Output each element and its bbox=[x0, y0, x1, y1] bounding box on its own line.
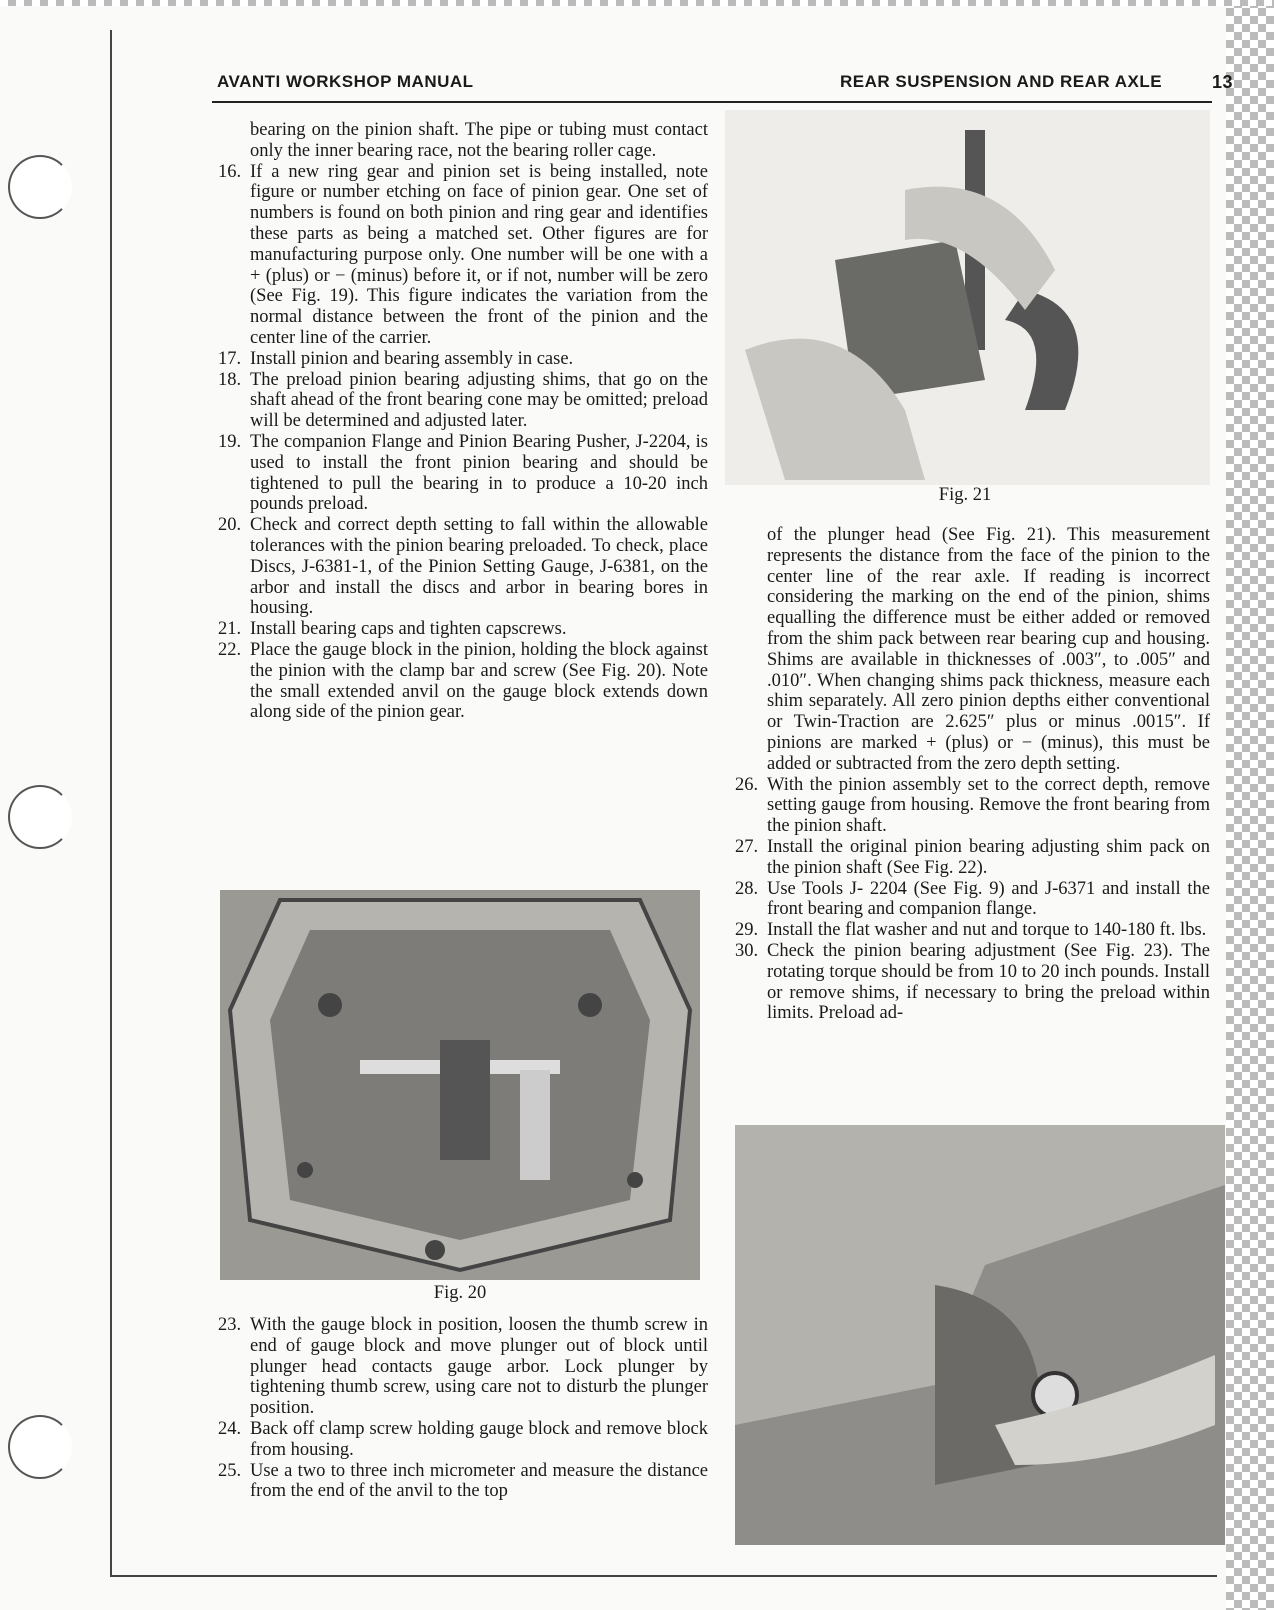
section-title: REAR SUSPENSION AND REAR AXLE bbox=[840, 72, 1163, 91]
figure-20-caption: Fig. 20 bbox=[433, 1283, 487, 1303]
list-item bbox=[218, 515, 708, 619]
micrometer-measurement-image bbox=[725, 110, 1210, 485]
item-number: 19. bbox=[218, 431, 242, 452]
item-text: Place the gauge block in the pinion, holding the block against the pinion with the clamp bar and screw (See Fig. 20). Note the small extended anvil on the gauge block extends down along side of the pinion gear. bbox=[250, 639, 708, 723]
list-item bbox=[218, 1419, 708, 1461]
list-item bbox=[735, 837, 1210, 879]
list-item bbox=[735, 775, 1210, 837]
transparent-edge-right bbox=[1226, 0, 1274, 1610]
binder-hole bbox=[8, 785, 72, 849]
item-number: 20. bbox=[218, 515, 242, 536]
item-text: Use a two to three inch micrometer and measure the distance from the end of the anvil to the top bbox=[250, 1460, 708, 1502]
item-number: 30. bbox=[735, 940, 759, 961]
figure-21-caption: Fig. 21 bbox=[938, 485, 992, 505]
left-column-top bbox=[218, 120, 708, 723]
list-item bbox=[735, 879, 1210, 921]
item-number: 21. bbox=[218, 619, 242, 640]
item-text: The preload pinion bearing adjusting shims, that go on the shaft ahead of the front bearing cone may be omitted; preload will be determined and adjusted later. bbox=[250, 369, 708, 432]
continuation-paragraph: of the plunger head (See Fig. 21). This measurement represents the distance from the face of the pinion to the center line of the rear axle. If reading is incorrect considering the marking on the end of the pinion, shims equalling the difference must be either added or removed from the shim pack between rear bearing cup and housing. Shims are available in thicknesses of .003″, to .005″ and .010″. When changing shims pack thickness, measure each shim separately. All zero pinion depths either conventional or Twin-Traction are 2.625″ plus or minus .0015″. If pinions are marked + (plus) or − (minus), this must be added or subtracted from the zero depth setting. bbox=[767, 525, 1210, 774]
item-number: 27. bbox=[735, 836, 759, 857]
item-number: 25. bbox=[218, 1460, 242, 1481]
item-number: 26. bbox=[735, 774, 759, 795]
page-number: 13 bbox=[1212, 72, 1234, 92]
list-item bbox=[735, 920, 1210, 941]
item-text: Install pinion and bearing assembly in case. bbox=[250, 348, 574, 369]
item-text: With the pinion assembly set to the correct depth, remove setting gauge from housing. Remove the front bearing from the pinion shaft. bbox=[767, 774, 1210, 837]
list-item bbox=[218, 162, 708, 349]
item-text: Use Tools J- 2204 (See Fig. 9) and J-6371 and install the front bearing and companion flange. bbox=[767, 878, 1210, 920]
list-item bbox=[735, 941, 1210, 1024]
left-column-bottom bbox=[218, 1315, 708, 1502]
right-column bbox=[735, 525, 1210, 1024]
item-number: 18. bbox=[218, 369, 242, 390]
figure-21-photo bbox=[725, 110, 1210, 485]
item-text: Install bearing caps and tighten capscrews. bbox=[250, 619, 567, 640]
item-text: If a new ring gear and pinion set is being installed, note figure or number etching on face of pinion gear. One set of numbers is found on both pinion and ring gear and identifies these parts as being a matched set. Other figures are for manufacturing purpose only. One number will be one with a + (plus) or − (minus) before it, or if not, number will be zero (See Fig. 19). This figure indicates the variation from the normal distance between the front of the pinion and the center line of the carrier. bbox=[250, 161, 708, 348]
list-item bbox=[218, 640, 708, 723]
item-text: Check and correct depth setting to fall within the allowable tolerances with the pinion bearing preloaded. To check, place Discs, J-6381-1, of the Pinion Setting Gauge, J-6381, on the arbor and install the discs and arbor in bearing bores in housing. bbox=[250, 515, 708, 619]
item-text: Back off clamp screw holding gauge block and remove block from housing. bbox=[250, 1418, 708, 1460]
item-number: 23. bbox=[218, 1315, 242, 1335]
item-number: 29. bbox=[735, 920, 759, 941]
item-number: 24. bbox=[218, 1418, 242, 1439]
item-number: 16. bbox=[218, 161, 242, 182]
list-item bbox=[218, 370, 708, 432]
list-item bbox=[218, 432, 708, 515]
item-text: Check the pinion bearing adjustment (See Fig. 23). The rotating torque should be from 10 to 20 inch pounds. Install or remove shims, if necessary to bring the preload within limits. Preload ad- bbox=[767, 940, 1210, 1024]
list-item bbox=[218, 349, 708, 370]
list-item bbox=[218, 1315, 708, 1419]
list-item bbox=[218, 619, 708, 640]
item-number: 28. bbox=[735, 878, 759, 899]
intro-paragraph: bearing on the pinion shaft. The pipe or tubing must contact only the inner bearing race, not the bearing roller cage. bbox=[250, 120, 708, 161]
binder-hole bbox=[8, 155, 72, 219]
item-text: Install the original pinion bearing adjusting shim pack on the pinion shaft (See Fig. 22). bbox=[767, 836, 1210, 878]
pinion-torque-check-image bbox=[735, 1125, 1225, 1545]
item-number: 17. bbox=[218, 348, 242, 369]
transparent-edge-top bbox=[0, 0, 1274, 6]
item-text: With the gauge block in position, loosen the thumb screw in end of gauge block and move plunger out of block until plunger head contacts gauge arbor. Lock plunger by tightening thumb screw, using care not to disturb the plunger position. bbox=[250, 1315, 708, 1419]
item-number: 22. bbox=[218, 639, 242, 660]
figure-23-photo bbox=[735, 1125, 1225, 1545]
item-text: The companion Flange and Pinion Bearing Pusher, J-2204, is used to install the front pinion bearing and should be tightened to pull the bearing in to produce a 10-20 inch pounds preload. bbox=[250, 431, 708, 515]
list-item bbox=[218, 1461, 708, 1503]
manual-title: AVANTI WORKSHOP MANUAL bbox=[217, 72, 474, 91]
figure-20-photo bbox=[220, 890, 700, 1280]
binder-hole bbox=[8, 1415, 72, 1479]
item-text: Install the flat washer and nut and torque to 140-180 ft. lbs. bbox=[767, 920, 1207, 941]
header-rule bbox=[212, 101, 1212, 103]
differential-housing-image bbox=[220, 890, 700, 1280]
